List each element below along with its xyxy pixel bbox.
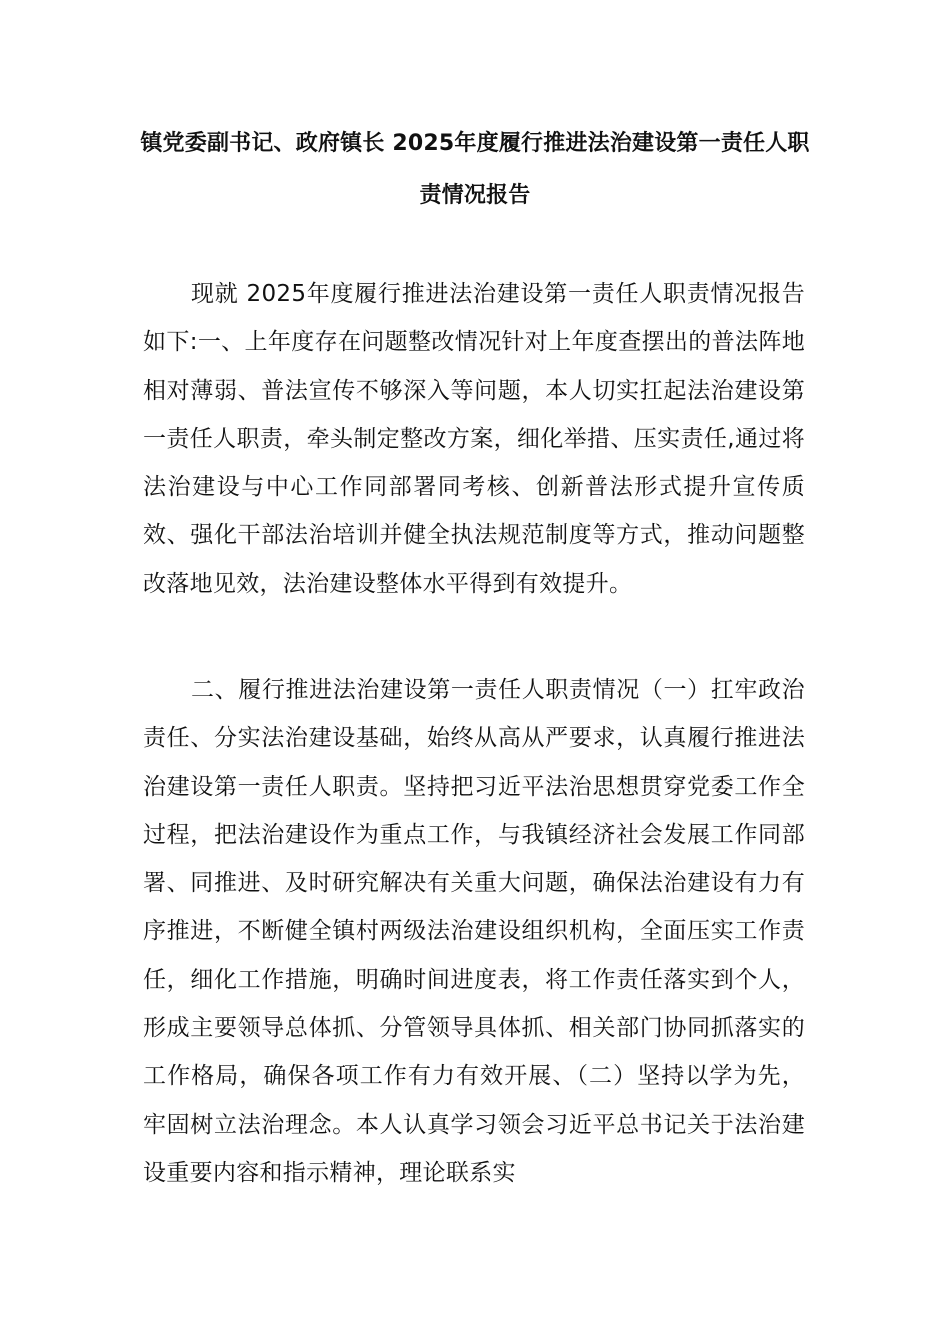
paragraph-2: 二、履行推进法治建设第一责任人职责情况（一）扛牢政治责任、分实法治建设基础，始终从高从严要求，认真履行推进法治建设第一责任人职责。坚持把习近平法治思想贯穿党委工作全过程，把法治建设作为重点工作，与我镇经济社会发展工作同部署、同推进、及时研究解决有关重大问题，确保法治建设有力有序推进，不断健全镇村两级法治建设组织机构，全面压实工作责任，细化工作措施，明确时间进度表，将工作责任落实到个人，形成主要领导总体抓、分管领导具体抓、相关部门协同抓落实的工作格局，确保各项工作有力有效开展、（二）坚持以学为先，牢固树立法治理念。本人认真学习领会习近平总书记关于法治建设重要内容和指示精神，理论联系实 <box>143 677 805 1186</box>
document-title: 镇党委副书记、政府镇长 2025年度履行推进法治建设第一责任人职责情况报告 <box>140 131 810 208</box>
paragraph-1: 现就 2025年度履行推进法治建设第一责任人职责情况报告如下:一、上年度存在问题整改情况针对上年度查摆出的普法阵地相对薄弱、普法宣传不够深入等问题，本人切实扛起法治建设第一责任人职责，牵头制定整改方案，细化举措、压实责任,通过将法治建设与中心工作同部署同考核、创新普法形式提升宣传质效、强化干部法治培训并健全执法规范制度等方式，推动问题整改落地见效，法治建设整体水平得到有效提升。 <box>143 281 805 597</box>
